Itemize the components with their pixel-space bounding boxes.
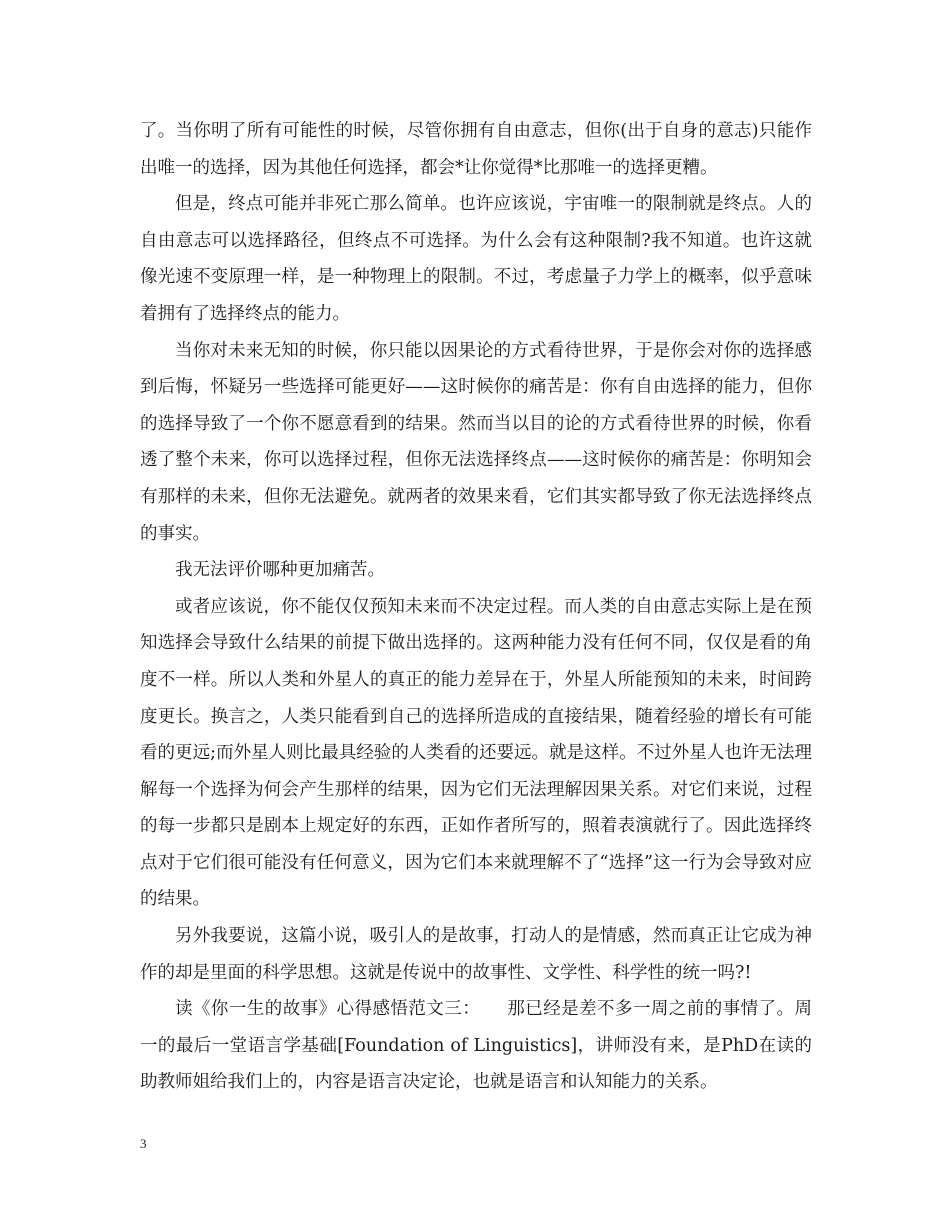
paragraph-causality: 当你对未来无知的时候，你只能以因果论的方式看待世界，于是你会对你的选择感到后悔，怀疑另一些选择可能更好——这时候你的痛苦是：你有自由选择的能力，但你的选择导致了一个你不愿意看到的结果。然而当以目的论的方式看待世界的时候，你看透了整个未来，你可以选择过程，但你无法选择终点——这时候你的痛苦是：你明知会有那样的未来，但你无法避免。就两者的效果来看，它们其实都导致了你无法选择终点的事实。 [140, 340, 812, 544]
paragraph-science-fiction: 另外我要说，这篇小说，吸引人的是故事，打动人的是情感，然而真正让它成为神作的却是里面的科学思想。这就是传说中的故事性、文学性、科学性的统一吗?! [140, 926, 812, 983]
paragraph-foresight: 或者应该说，你不能仅仅预知未来而不决定过程。而人类的自由意志实际上是在预知选择会导致什么结果的前提下做出选择的。这两种能力没有任何不同，仅仅是看的角度不一样。所以人类和外星人的真正的能力差异在于，外星人所能预知的未来，时间跨度更长。换言之，人类只能看到自己的选择所造成的直接结果，随着经验的增长有可能看的更远;而外星人则比最具经验的人类看的还要远。就是这样。不过外星人也许无法理解每一个选择为何会产生那样的结果，因为它们无法理解因果关系。对它们来说，过程的每一步都只是剧本上规定好的东西，正如作者所写的，照着表演就行了。因此选择终点对于它们很可能没有任何意义，因为它们本来就理解不了“选择”这一行为会导致对应的结果。 [140, 596, 812, 910]
paragraph-essay-three: 读《你一生的故事》心得感悟范文三： 那已经是差不多一周之前的事情了。周一的最后一堂语言学基础[Foundation of Linguistics]，讲师没有来，是PhD在读的助教师姐给我们上的，内容是语言决定论，也就是语言和认知能力的关系。 [140, 999, 812, 1093]
document-body [140, 113, 812, 1101]
paragraph-continuation: 了。当你明了所有可能性的时候，尽管你拥有自由意志，但你(出于自身的意志)只能作出唯一的选择，因为其他任何选择，都会*让你觉得*比那唯一的选择更糟。 [140, 121, 812, 178]
paragraph-endpoint: 但是，终点可能并非死亡那么简单。也许应该说，宇宙唯一的限制就是终点。人的自由意志可以选择路径，但终点不可选择。为什么会有这种限制?我不知道。也许这就像光速不变原理一样，是一种物理上的限制。不过，考虑量子力学上的概率，似乎意味着拥有了选择终点的能力。 [140, 194, 812, 324]
page-number: 3 [140, 1136, 147, 1151]
paragraph-evaluation: 我无法评价哪种更加痛苦。 [175, 560, 385, 581]
